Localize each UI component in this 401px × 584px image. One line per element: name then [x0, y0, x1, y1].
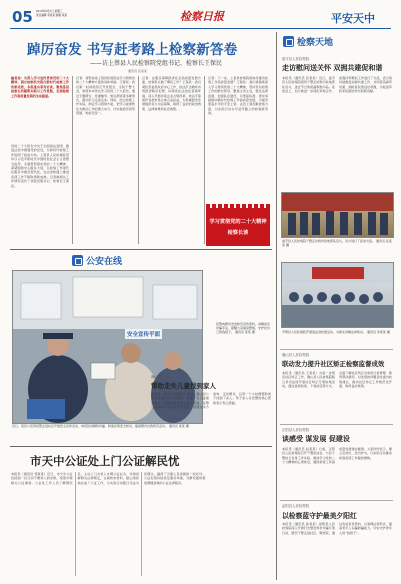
camera-icon — [72, 255, 83, 266]
paper-logo: 检察日报 — [180, 10, 224, 23]
side-caption: 民警向群众发放防范宣传资料，讲解常见诈骗手法，提醒大家提高警惕，守护好自己的钱袋子。 通讯员 某某 摄 — [216, 322, 271, 334]
col-rule — [72, 76, 73, 244]
story2-kicker: 确山县人民检察院 — [282, 353, 310, 357]
procuratorate-title: 检察天地 — [297, 37, 334, 48]
page-number: 05 — [12, 8, 33, 26]
police-story-kicker: 确山县公安局 — [151, 375, 172, 379]
photo-caption: 近日，某县公安局民警走进社区开展安全宣传活动，向居民讲解防诈骗、防盗窃等安全知识，提高群众自我防范意识。 通讯员 某某 摄 — [12, 424, 189, 428]
story2-body: 本报讯（通讯员 王某某）为进一步规范社区矫正工作，确山县人民检察院联合县司法局开展社区矫正专项检察活动，通过查阅档案、个别谈话等方式，全面了解社区矫正对象的日常管理、教育帮扶情况，对发现的问题及时提出检察建议，推动社区矫正工作规范化开展，取得良好效果。 — [282, 371, 392, 389]
bottom-headline: 市天中公证处上门公证解民忧 — [30, 454, 180, 468]
school-photo — [281, 262, 394, 328]
col-rule — [138, 76, 139, 244]
col-rule — [204, 76, 205, 244]
story4-kicker: 泌阳县人民检察院 — [282, 504, 310, 508]
story1-body: 本报讯（通讯员 张某某）近日，遂平县人民检察院组织干警走访慰问驻地部队官兵，送去节日的祝福和慰问品。座谈会上，双方就进一步深化军地合作、加强涉军维权工作进行了交流，表示将持续推进双拥共建工作，共同营造拥军优属、拥政爱民的良好氛围，为促进军政军民团结作出积极贡献。 — [282, 76, 392, 94]
scales-icon — [283, 36, 294, 47]
bottom-body: 本报讯（通讯员 郑某某）近日，市天中公证处接到一位行动不便老人的求助，希望办理相关公证事项。公证处工作人员了解情况后，主动上门为老人办理公证业务，详细讲解相关法律规定，认真核实材料，耐心细致地完成了公证工作，以实际行动践行司法为民理念，赢得了当事人及家属的一致好评。公证处将持续优化服务举措，为群众提供更加便捷高效的公证法律服务。 — [11, 472, 206, 485]
right-rule — [280, 424, 393, 425]
right-rule — [280, 349, 393, 350]
study-box-line1: 学习贯彻党的二十大精神 — [209, 219, 267, 225]
visit-photo — [281, 192, 394, 238]
date-line-1: 2018年9月5日 星期三 — [36, 10, 63, 13]
study-box-line2: 检察长谈 — [227, 230, 249, 236]
story4-body: 本报讯（通讯员 孙某某）泌阳县人民检察院深入开展打击整治养老诈骗专项行动，组织干警走进社区、敬老院，通过发放宣传资料、以案释法等形式，提高老年人识骗防骗能力，切实守护老年人的“钱袋子”。 — [282, 522, 392, 535]
story1-kicker: 遂平县人民检察院 — [282, 57, 310, 61]
masthead-rule — [10, 28, 391, 29]
police-story-headline: 帮助走失儿童找到家人 — [151, 382, 216, 390]
study-box — [206, 208, 270, 246]
story2-headline: 联动发力提升社区矫正检察监督成效 — [282, 360, 385, 368]
section-rule — [10, 446, 272, 447]
section-title: 平安天中 — [331, 12, 375, 25]
study-box-pattern — [206, 204, 270, 208]
police-story-body: 本报讯（通讯员 周某某）近日，确山县公安局民警在街头巡逻时，发现一名儿童独自哭泣，经询问得知其与家人走散。民警立即将孩子带回派出所安抚，并通过多方查询、走访群众，仅用一个小时便帮助孩子找到了家人。孩子家人对民警的热心帮助表示衷心感谢。 — [151, 392, 271, 410]
public-online-banner — [72, 253, 122, 267]
lead-body-col2: 记者：请您谈谈上蔡县检察院在学习贯彻党的二十大精神方面的具体举措。王保民：我们第一时间组织召开党组会、全院干警大会，原原本本传达学习党的二十大报告，通过专题研讨、党课辅导、知识测试等多种形式，推动学习走深走实。同时，结合检察工作实际，制定学习贯彻方案，把学习成果转化为推动工作的强大动力，切实做到学思用贯通、知信行统一。 — [76, 76, 135, 116]
lead-byline: 通讯员 张某某 — [128, 69, 147, 73]
story3-kicker: 正阳县人民检察院 — [282, 428, 310, 432]
photo-label: 安全宣传平面 — [125, 329, 162, 339]
section-rule — [10, 249, 272, 250]
story3-body: 本报讯（通讯员 赵某某）日前，正阳县人民检察院召开干警座谈会，与会干警结合自身工作实际，畅谈学习党的二十大精神的心得体会，围绕检察工作高质量发展建言献策。大家纷纷表示，要立足岗位、担当作为，以实际行动推动检察各项工作提质增效。 — [282, 447, 392, 465]
story1-headline: 走访慰问送关怀 双拥共建促和谐 — [282, 64, 383, 72]
lead-body-col1: 党的二十大报告中关于全面依法治国、推进法治中国建设的论述，为新时代检察工作指明了前进方向。上蔡县人民检察院坚持以习近平新时代中国特色社会主义思想为指导，全面贯彻落实党的二十大精神，紧紧围绕中心服务大局，以检察工作现代化服务中国式现代化，在法治轨道上推进各项工作不断取得新成效。记者就相关工作情况采访了该院党组书记、检察长王保民。 — [11, 144, 69, 188]
public-online-title: 公安在线 — [86, 256, 123, 267]
lead-subhead: ——访上蔡县人民检察院党组书记、检察长王保民 — [90, 60, 223, 67]
date-line-2: 责任编辑 李某某 邮箱 某某 — [36, 13, 68, 17]
story3-headline: 谈感受 谋发展 促建设 — [282, 435, 350, 443]
school-scene — [282, 263, 393, 327]
lead-body-col4: 记者：下一步，上蔡县检察院将如何推动检察工作高质量发展？王保民：我们将继续深入学习贯彻党的二十大精神，坚持党对检察工作的绝对领导，聚焦主责主业，强化法律监督，加强队伍建设，以更高标准、更实举措推动新时代检察工作高质量发展，为建设更高水平的平安上蔡、法治上蔡贡献检察力量，以实际行动书写赶考路上的检察新答卷。 — [208, 76, 268, 116]
procuratorate-banner — [283, 34, 333, 48]
right-rule — [280, 500, 393, 501]
story4-headline: 以检察蓝守护最美夕阳红 — [282, 512, 357, 520]
lead-body-col3: 记者：在服务保障经济社会高质量发展方面，检察机关做了哪些工作？王保民：我们紧扣县委县政府中心工作，依法打击破坏市场经济秩序犯罪，持续优化法治化营商环境，深入开展涉案企业合规改革，依法平等保护各类市场主体合法权益，为县域经济发展提供有力司法保障，取得了良好的政治效果、法律效果和社会效果。 — [142, 76, 201, 111]
right-column-rule — [276, 32, 277, 580]
photo1-caption: 遂平县人民检察院干警走访慰问驻地部队官兵，双方进行了座谈交流。 通讯员 张某某 摄 — [282, 239, 392, 247]
lead-headline: 踔厉奋发 书写赶考路上检察新答卷 — [27, 42, 238, 58]
editor-note: 编者按：为深入学习宣传贯彻党的二十大精神，展示检察机关践行新时代检察工作的新成效，本报推出系列访谈，聚焦基层检察长的履职实践与工作思路，呈现检察工作高质量发展的生动画面。 — [11, 76, 69, 98]
photo2-caption: 平舆县人民检察院开展送法进校园活动，为师生讲解法律知识。 通讯员 李某某 摄 — [282, 330, 390, 334]
visit-scene — [282, 193, 393, 237]
date-line — [36, 10, 96, 17]
